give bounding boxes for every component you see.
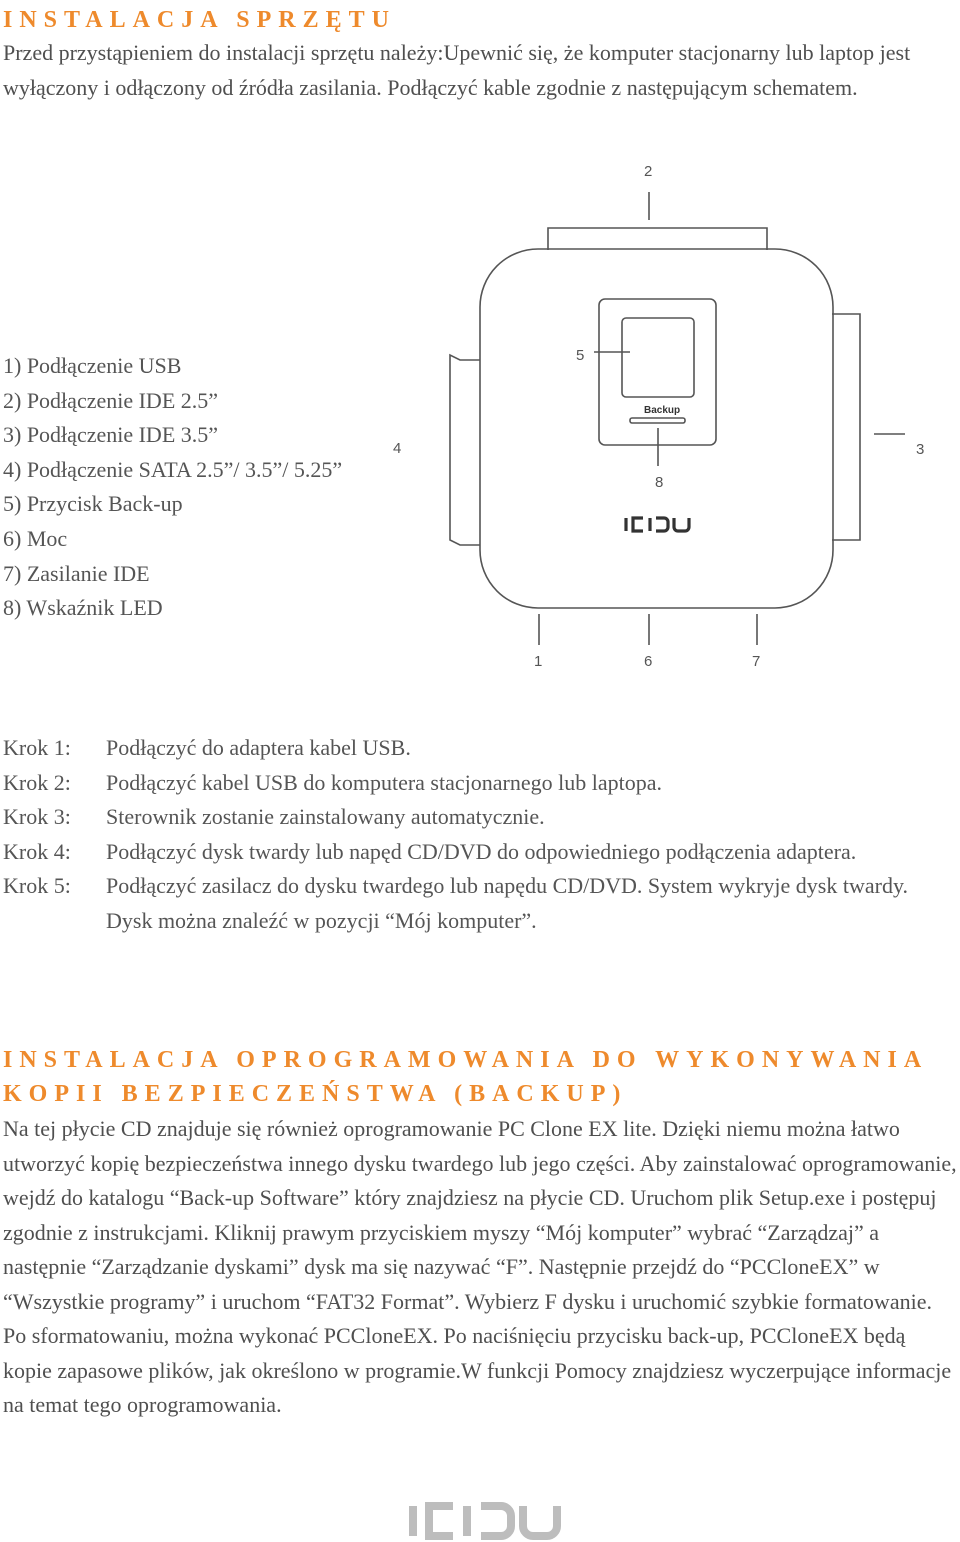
legend-item: 4) Podłączenie SATA 2.5”/ 3.5”/ 5.25” <box>3 456 343 482</box>
callout-8: 8 <box>655 474 664 491</box>
legend-item: 6) Moc <box>3 525 68 551</box>
legend-item: 3) Podłączenie IDE 3.5” <box>3 422 219 448</box>
step-label: Krok 3: <box>3 804 71 830</box>
backup-button-label: Backup <box>644 405 681 416</box>
callout-7: 7 <box>752 653 761 670</box>
section-heading-backup-line2: KOPII BEZPIECZEŃSTWA (BACKUP) <box>3 1081 628 1107</box>
ide-35-connector <box>832 314 860 540</box>
installation-steps <box>3 731 953 939</box>
step-text: Sterownik zostanie zainstalowany automatycznie. <box>106 804 545 830</box>
backup-button <box>622 318 694 397</box>
sata-connector <box>450 355 480 545</box>
adapter-body <box>480 249 833 608</box>
icidu-logo-icon <box>405 1500 565 1542</box>
callout-5: 5 <box>576 347 585 364</box>
section-heading-hardware: INSTALACJA SPRZĘTU <box>3 7 396 33</box>
callout-6: 6 <box>644 653 653 670</box>
icidu-logo-icon <box>626 518 689 531</box>
step-row <box>3 766 953 801</box>
legend-item: 5) Przycisk Back-up <box>3 491 183 517</box>
step-label: Krok 1: <box>3 735 71 760</box>
step-label: Krok 5: <box>3 873 71 899</box>
callout-3: 3 <box>916 441 925 458</box>
step-text: Podłączyć dysk twardy lub napęd CD/DVD do odpowiedniego podłączenia adaptera. <box>106 838 857 864</box>
legend-item: 2) Podłączenie IDE 2.5” <box>3 387 219 413</box>
ide-25-connector <box>548 228 767 250</box>
section-heading-backup-line1: INSTALACJA OPROGRAMOWANIA DO WYKONYWANIA <box>3 1047 929 1073</box>
intro-paragraph: Przed przystąpieniem do instalacji sprzętu należy:Upewnić się, że komputer stacjonarny lub laptop jest wyłączony i odłączony od źródła zasilania. Podłączyć kable zgodnie z następującym schematem. <box>3 40 911 100</box>
step-label: Krok 2: <box>3 769 71 795</box>
step-row <box>3 731 953 766</box>
callout-4: 4 <box>393 440 402 457</box>
legend-item: 1) Podłączenie USB <box>3 353 182 378</box>
callout-1: 1 <box>534 653 543 670</box>
step-row <box>3 800 953 835</box>
step-text: Podłączyć do adaptera kabel USB. <box>106 735 411 760</box>
led-indicator <box>630 418 685 423</box>
step-label: Krok 4: <box>3 838 71 864</box>
adapter-diagram <box>0 0 960 700</box>
step-row <box>3 869 953 938</box>
step-text: Podłączyć zasilacz do dysku twardego lub napędu CD/DVD. System wykryje dysk twardy. Dysk można znaleźć w pozycji “Mój komputer”. <box>106 873 909 933</box>
legend-item: 8) Wskaźnik LED <box>3 595 163 621</box>
step-text: Podłączyć kabel USB do komputera stacjonarnego lub laptopa. <box>106 769 662 795</box>
backup-paragraph: Na tej płycie CD znajduje się również oprogramowanie PC Clone EX lite. Dzięki niemu można łatwo utworzyć kopię bezpieczeństwa innego dysku twardego lub jego części. Aby zainstalować oprogramowanie, wejdź do katalogu “Back-up Software” który znajdziesz na płycie CD. Uruchom plik Setup.exe i postępuj zgodnie z instrukcjami. Kliknij prawym przyciskiem myszy “Mój komputer” wybrać “Zarządzaj” a następnie “Zarządzanie dyskami” dysk ma się nazywać “F”. Następnie przejdź do “PCCloneEX” w “Wszystkie programy” i uruchom “FAT32 Format”. Wybierz F dysku i uruchomić szybkie formatowanie. Po sformatowaniu, można wykonać PCCloneEX. Po naciśnięciu przycisku back-up, PCCloneEX będą kopie zapasowe plików, jak określono w programie.W funkcji Pomocy znajdziesz wyczerpujące informacje na temat tego oprogramowania. <box>3 1116 957 1417</box>
legend-item: 7) Zasilanie IDE <box>3 560 150 586</box>
step-row <box>3 835 953 870</box>
callout-2: 2 <box>644 163 653 180</box>
